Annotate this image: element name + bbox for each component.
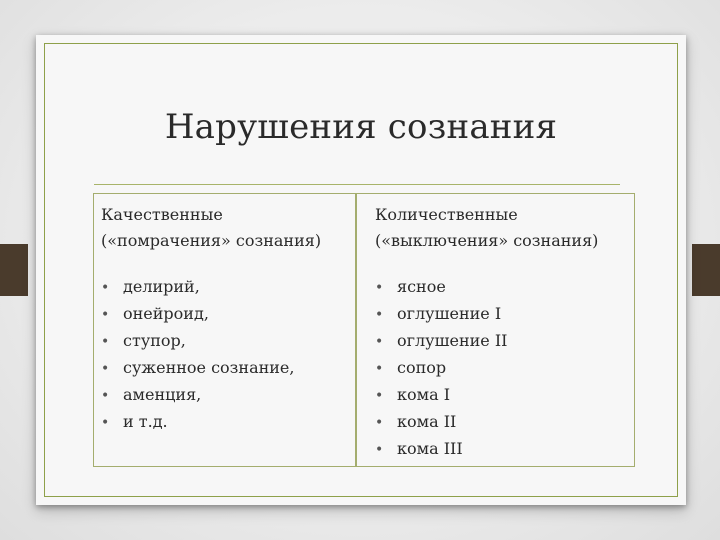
list-item-text: аменция, (123, 385, 202, 404)
list-item-text: и т.д. (123, 412, 168, 431)
list-item (375, 409, 627, 436)
bullet-dot-icon: • (375, 307, 384, 323)
list-item (375, 436, 627, 463)
list-item (101, 355, 348, 382)
title-divider (94, 184, 620, 185)
quantitative-heading-line2: («выключения» сознания) (375, 231, 599, 250)
list-item (101, 301, 348, 328)
list-item (375, 301, 627, 328)
list-item (375, 355, 627, 382)
bullet-dot-icon: • (375, 388, 384, 404)
bullet-dot-icon: • (101, 415, 110, 431)
qualitative-heading-line1: Качественные (101, 205, 223, 224)
list-item-text: ступор, (123, 331, 186, 350)
right-decorative-tab (692, 244, 720, 296)
quantitative-heading-line1: Количественные (375, 205, 518, 224)
list-item (101, 382, 348, 409)
bullet-dot-icon: • (101, 280, 110, 296)
list-item-text: делирий, (123, 277, 200, 296)
slide (36, 35, 686, 505)
list-item-text: оглушение II (397, 331, 508, 350)
bullet-dot-icon: • (101, 388, 110, 404)
qualitative-column (93, 193, 356, 467)
bullet-dot-icon: • (375, 334, 384, 350)
qualitative-heading-line2: («помрачения» сознания) (101, 231, 322, 250)
list-item (375, 382, 627, 409)
list-item-text: сопор (397, 358, 447, 377)
list-item (375, 328, 627, 355)
bullet-dot-icon: • (375, 415, 384, 431)
quantitative-list (375, 274, 627, 463)
bullet-dot-icon: • (375, 361, 384, 377)
list-item-text: онейроид, (123, 304, 209, 323)
bullet-dot-icon: • (101, 361, 110, 377)
bullet-dot-icon: • (101, 334, 110, 350)
slide-title: Нарушения сознания (164, 107, 558, 147)
bullet-dot-icon: • (101, 307, 110, 323)
list-item-text: оглушение I (397, 304, 502, 323)
list-item-text: кома II (397, 412, 457, 431)
bullet-dot-icon: • (375, 442, 384, 458)
list-item-text: суженное сознание, (123, 358, 295, 377)
left-decorative-tab (0, 244, 28, 296)
list-item (101, 274, 348, 301)
bullet-dot-icon: • (375, 280, 384, 296)
list-item (101, 328, 348, 355)
list-item (375, 274, 627, 301)
list-item (101, 409, 348, 436)
list-item-text: ясное (397, 277, 446, 296)
list-item-text: кома I (397, 385, 451, 404)
qualitative-list (101, 274, 348, 436)
quantitative-column (356, 193, 635, 467)
list-item-text: кома III (397, 439, 463, 458)
